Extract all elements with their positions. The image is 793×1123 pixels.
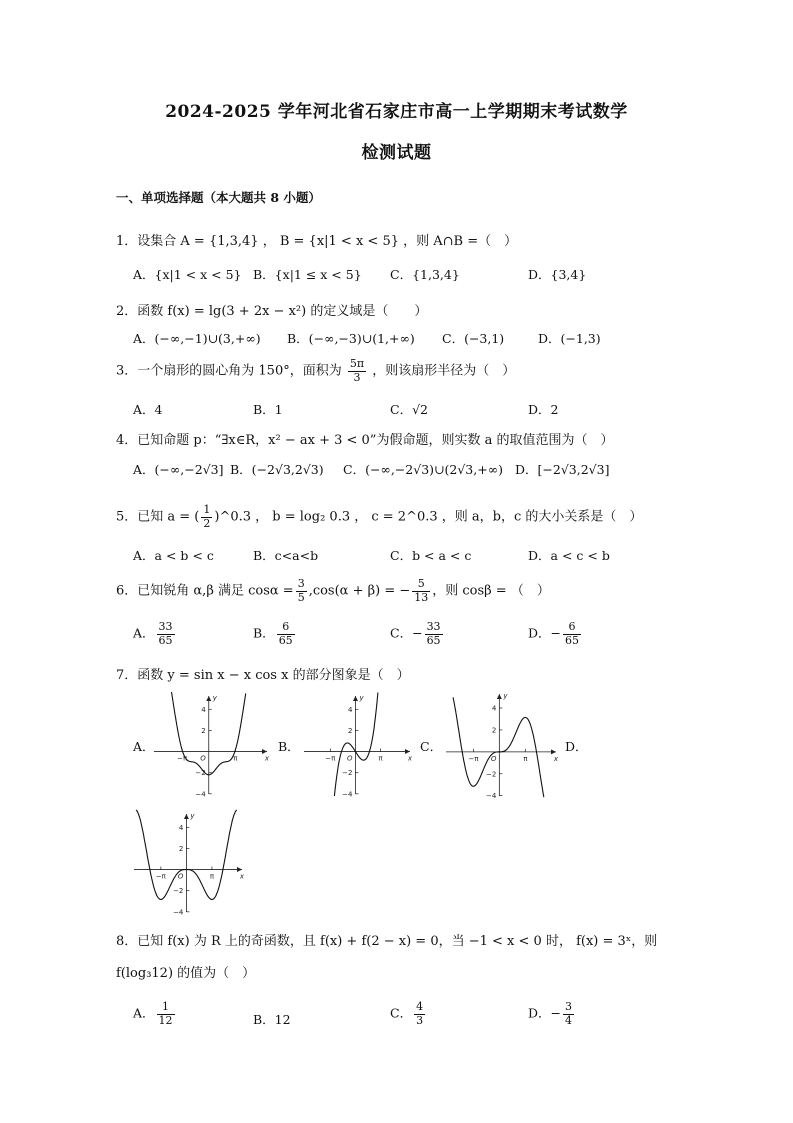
- y-tick-label: 4: [347, 705, 353, 714]
- fraction-denominator: 12: [158, 1013, 173, 1027]
- option-label: B．: [253, 625, 275, 641]
- question-6-option-d[interactable]: [528, 621, 583, 647]
- y-tick-label: −2: [173, 887, 184, 896]
- question-1-option-c[interactable]: C．{1,3,4}: [390, 267, 460, 282]
- option-label: D．: [528, 625, 551, 641]
- question-4-option-d[interactable]: D．[−2√3,2√3]: [515, 462, 610, 477]
- question-2-stem: 2．函数 f(x) = lg(3 + 2x − x²) 的定义域是（ ）: [116, 304, 428, 319]
- question-6-fraction-2: [412, 578, 430, 604]
- question-6-stem-text: 6．已知锐角 α,β 满足 cosα =: [116, 583, 294, 599]
- x-axis-label: x: [239, 872, 244, 881]
- fraction-denominator: 5: [297, 590, 305, 604]
- question-3-fraction: [348, 358, 366, 384]
- option-fraction: [157, 1001, 175, 1027]
- y-tick-label: 2: [201, 726, 206, 735]
- fraction-numerator: 1: [157, 1001, 175, 1015]
- option-sign: −: [550, 1005, 562, 1021]
- question-6-stem-mid: ,cos(α + β) = −: [308, 583, 411, 599]
- option-fraction: [277, 621, 295, 647]
- y-tick-label: −2: [195, 769, 206, 778]
- x-axis-arrow: [405, 749, 410, 754]
- question-8-option-a[interactable]: [133, 1001, 177, 1027]
- y-tick-label: −4: [173, 908, 184, 916]
- option-fraction: [563, 1001, 574, 1027]
- x-axis-arrow: [237, 867, 242, 872]
- option-label: A．: [133, 1005, 155, 1021]
- question-5-stem-text: 5．已知 a = (: [116, 509, 200, 525]
- question-1-option-a[interactable]: A．{x|1 < x < 5}: [133, 267, 242, 282]
- y-axis-arrow: [206, 696, 211, 701]
- fraction-numerator: 33: [426, 620, 441, 633]
- graph-d: [130, 808, 250, 916]
- origin-label: O: [177, 872, 184, 881]
- question-6-stem-tail: ，则 cosβ = （ ）: [432, 583, 550, 599]
- question-8-option-c[interactable]: [390, 1001, 427, 1027]
- x-tick-label: −π: [155, 872, 166, 881]
- y-tick-label: 4: [491, 704, 497, 713]
- question-6-option-c[interactable]: [390, 621, 445, 647]
- question-8-stem-line-2: f(log₃12) 的值为（ ）: [116, 966, 256, 981]
- graph-c: [442, 688, 564, 800]
- x-axis-arrow: [551, 749, 556, 754]
- option-label: A．: [133, 625, 155, 641]
- question-4-option-a[interactable]: A．(−∞,−2√3]: [133, 462, 224, 477]
- question-7-stem: 7．函数 y = sin x − x cos x 的部分图象是（ ）: [116, 668, 410, 683]
- fraction-denominator: 65: [278, 633, 293, 647]
- option-label: D．: [528, 1005, 551, 1021]
- graph-b: [300, 690, 418, 798]
- y-tick-label: 2: [491, 726, 497, 735]
- y-tick-label: −4: [486, 792, 497, 800]
- question-2-option-d[interactable]: D．(−1,3): [538, 331, 601, 346]
- fraction-denominator: 65: [565, 633, 580, 647]
- question-7-option-d[interactable]: D．: [565, 739, 588, 754]
- option-sign: −: [550, 625, 562, 641]
- question-4-option-c[interactable]: C．(−∞,−2√3)∪(2√3,+∞): [343, 462, 503, 477]
- question-5-option-d[interactable]: D．a < c < b: [528, 548, 610, 563]
- fraction-numerator: 6: [563, 621, 581, 635]
- page-subtitle: 检测试题: [361, 143, 432, 163]
- question-3-option-d[interactable]: D．2: [528, 402, 559, 417]
- question-2-option-a[interactable]: A．(−∞,−1)∪(3,+∞): [133, 331, 261, 346]
- question-7-option-b[interactable]: B．: [278, 739, 300, 754]
- option-sign: −: [412, 625, 423, 641]
- question-8-option-b[interactable]: B．12: [253, 1012, 291, 1027]
- question-6-stem: [116, 578, 550, 604]
- fraction-denominator: 3: [353, 370, 361, 384]
- question-5-stem: [116, 504, 642, 530]
- question-1-option-d[interactable]: D．{3,4}: [528, 267, 587, 282]
- question-3-stem: [116, 358, 515, 384]
- y-axis-arrow: [184, 814, 189, 819]
- fraction-numerator: 3: [297, 577, 305, 590]
- question-3-stem-text: 3．一个扇形的圆心角为 150°，面积为: [116, 363, 342, 379]
- x-tick-label: π: [523, 754, 528, 763]
- option-label: C．: [390, 625, 413, 641]
- y-tick-label: 4: [178, 823, 184, 832]
- fraction-numerator: 6: [277, 621, 295, 635]
- fraction-denominator: 4: [565, 1013, 573, 1027]
- x-axis-label: x: [264, 754, 269, 763]
- fraction-denominator: 65: [158, 633, 173, 647]
- page-title: 2024-2025 学年河北省石家庄市高一上学期期末考试数学: [165, 102, 628, 122]
- x-tick-label: π: [233, 754, 238, 763]
- y-axis-label: y: [503, 692, 508, 700]
- option-fraction: [157, 621, 175, 647]
- x-tick-label: −π: [325, 754, 336, 763]
- fraction-numerator: 3: [565, 1000, 573, 1013]
- y-axis-arrow: [353, 696, 358, 701]
- option-fraction: [425, 621, 443, 647]
- section-header: 一、单项选择题（本大题共 8 小题）: [116, 190, 321, 205]
- y-tick-label: −2: [486, 770, 497, 779]
- question-7-option-a[interactable]: A．: [133, 739, 155, 754]
- fraction-numerator: 4: [416, 1000, 424, 1013]
- y-axis-label: y: [359, 694, 364, 702]
- origin-label: O: [490, 754, 497, 763]
- x-tick-label: π: [209, 872, 215, 881]
- x-tick-label: −π: [177, 754, 188, 763]
- fraction-denominator: 13: [414, 590, 429, 604]
- x-tick-label: π: [378, 754, 383, 763]
- question-3-option-b[interactable]: B．1: [253, 402, 283, 417]
- question-6-option-a[interactable]: [133, 621, 177, 647]
- question-8-option-d[interactable]: [528, 1001, 576, 1027]
- x-axis-label: x: [407, 754, 412, 763]
- fraction-numerator: 5: [412, 578, 430, 592]
- y-tick-label: 2: [178, 844, 184, 853]
- question-4-stem: 4．已知命题 p：“∃x∈R，x² − ax + 3 < 0”为假命题，则实数 a 的取值范围为（ ）: [116, 433, 614, 448]
- question-6-option-b[interactable]: [253, 621, 297, 647]
- question-8-stem-line-1: 8．已知 f(x) 为 R 上的奇函数，且 f(x) + f(2 − x) = 0，当 −1 < x < 0 时， f(x) = 3ˣ，则: [116, 934, 658, 949]
- question-1-option-b[interactable]: B．{x|1 ≤ x < 5}: [253, 267, 362, 282]
- question-5-stem-tail: )^0.3 ， b = log₂ 0.3 ， c = 2^0.3 ，则 a，b，c 的大小关系是（ ）: [214, 509, 643, 525]
- option-fraction: [563, 621, 581, 647]
- option-fraction: [414, 1001, 425, 1027]
- fraction-numerator: 1: [203, 503, 211, 516]
- question-5-fraction: [201, 504, 212, 530]
- fraction-numerator: 33: [158, 620, 173, 633]
- question-7-option-c[interactable]: C．: [420, 739, 443, 754]
- y-axis-arrow: [497, 694, 502, 699]
- y-tick-label: −4: [342, 790, 353, 798]
- origin-label: O: [200, 754, 206, 763]
- question-3-stem-tail: ，则该扇形半径为（ ）: [372, 363, 516, 379]
- question-6-fraction-1: [296, 578, 307, 604]
- question-3-option-a[interactable]: A．4: [133, 402, 163, 417]
- y-axis-label: y: [190, 812, 195, 820]
- y-axis-label: y: [212, 694, 217, 702]
- y-tick-label: −4: [195, 790, 206, 798]
- origin-label: O: [346, 754, 353, 763]
- question-3-option-c[interactable]: C．√2: [390, 402, 428, 417]
- question-5-option-a[interactable]: A．a < b < c: [133, 548, 214, 563]
- x-axis-arrow: [262, 749, 267, 754]
- graph-a: [150, 690, 275, 798]
- question-1-stem: 1．设集合 A = {1,3,4} ， B = {x|1 < x < 5} ，则 A∩B =（ ）: [116, 234, 518, 249]
- option-label: C．: [390, 1005, 413, 1021]
- y-tick-label: −2: [342, 769, 353, 778]
- y-tick-label: 2: [347, 726, 353, 735]
- x-axis-label: x: [553, 754, 558, 763]
- question-4-option-b[interactable]: B．(−2√3,2√3): [230, 462, 324, 477]
- fraction-denominator: 3: [416, 1013, 424, 1027]
- x-tick-label: −π: [468, 754, 479, 763]
- function-curve: [334, 693, 378, 797]
- y-tick-label: 4: [201, 705, 206, 714]
- fraction-denominator: 2: [203, 516, 211, 530]
- question-5-option-c[interactable]: C．b < a < c: [390, 548, 472, 563]
- fraction-numerator: 5π: [349, 357, 365, 370]
- question-2-option-b[interactable]: B．(−∞,−3)∪(1,+∞): [287, 331, 415, 346]
- fraction-denominator: 65: [426, 633, 441, 647]
- question-5-option-b[interactable]: B．c<a<b: [253, 548, 319, 563]
- question-2-option-c[interactable]: C．(−3,1): [442, 331, 505, 346]
- function-curve: [453, 697, 544, 797]
